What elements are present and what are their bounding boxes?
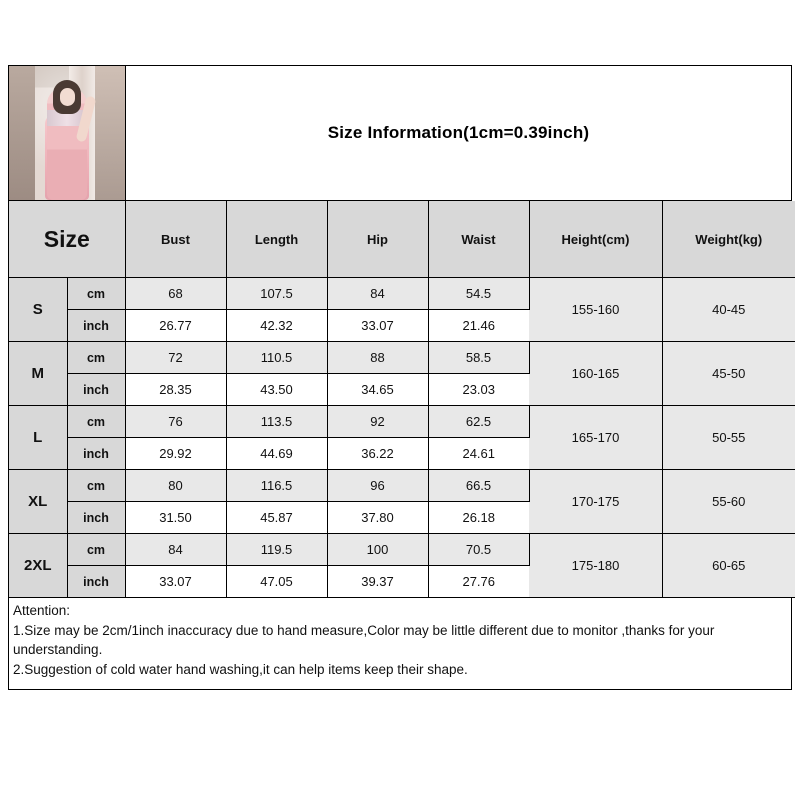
row-size-label: L xyxy=(9,406,67,470)
col-header-bust: Bust xyxy=(125,201,226,278)
cell-bust-cm: 76 xyxy=(125,406,226,438)
cell-length-inch: 47.05 xyxy=(226,566,327,598)
cell-hip-cm: 84 xyxy=(327,278,428,310)
chart-title: Size Information(1cm=0.39inch) xyxy=(327,123,590,142)
cell-waist-inch: 24.61 xyxy=(428,438,529,470)
size-chart xyxy=(8,65,792,690)
product-photo xyxy=(9,66,126,201)
cell-hip-cm: 88 xyxy=(327,342,428,374)
cell-hip-inch: 37.80 xyxy=(327,502,428,534)
cell-height: 155-160 xyxy=(529,278,662,342)
table-row xyxy=(9,470,795,502)
cell-length-inch: 43.50 xyxy=(226,374,327,406)
attention-section xyxy=(9,598,791,689)
cell-hip-inch: 36.22 xyxy=(327,438,428,470)
cell-hip-inch: 34.65 xyxy=(327,374,428,406)
row-size-label: M xyxy=(9,342,67,406)
cell-waist-cm: 54.5 xyxy=(428,278,529,310)
cell-bust-cm: 80 xyxy=(125,470,226,502)
attention-heading: Attention: xyxy=(13,603,71,618)
cell-bust-cm: 72 xyxy=(125,342,226,374)
cell-hip-cm: 100 xyxy=(327,534,428,566)
cell-length-inch: 44.69 xyxy=(226,438,327,470)
row-unit-cm: cm xyxy=(67,342,125,374)
row-unit-inch: inch xyxy=(67,310,125,342)
cell-bust-inch: 33.07 xyxy=(125,566,226,598)
cell-waist-cm: 70.5 xyxy=(428,534,529,566)
table-head xyxy=(9,201,795,278)
col-header-weight: Weight(kg) xyxy=(662,201,795,278)
row-unit-inch: inch xyxy=(67,502,125,534)
cell-hip-cm: 92 xyxy=(327,406,428,438)
table-row xyxy=(9,342,795,374)
cell-hip-cm: 96 xyxy=(327,470,428,502)
cell-length-cm: 113.5 xyxy=(226,406,327,438)
cell-waist-inch: 23.03 xyxy=(428,374,529,406)
row-unit-inch: inch xyxy=(67,438,125,470)
row-unit-cm: cm xyxy=(67,470,125,502)
col-header-waist: Waist xyxy=(428,201,529,278)
cell-length-cm: 110.5 xyxy=(226,342,327,374)
title-cell xyxy=(126,66,791,201)
cell-height: 160-165 xyxy=(529,342,662,406)
row-unit-inch: inch xyxy=(67,566,125,598)
cell-waist-inch: 27.76 xyxy=(428,566,529,598)
cell-length-cm: 116.5 xyxy=(226,470,327,502)
row-unit-inch: inch xyxy=(67,374,125,406)
cell-weight: 45-50 xyxy=(662,342,795,406)
cell-hip-inch: 33.07 xyxy=(327,310,428,342)
cell-weight: 50-55 xyxy=(662,406,795,470)
measurements-table xyxy=(9,201,795,598)
cell-waist-cm: 62.5 xyxy=(428,406,529,438)
cell-weight: 55-60 xyxy=(662,470,795,534)
cell-height: 175-180 xyxy=(529,534,662,598)
cell-bust-cm: 84 xyxy=(125,534,226,566)
table-row xyxy=(9,534,795,566)
header-row xyxy=(9,201,795,278)
row-size-label: 2XL xyxy=(9,534,67,598)
attention-line-1: 1.Size may be 2cm/1inch inaccuracy due to hand measure,Color may be little different due to monitor ,thanks for your understanding. xyxy=(13,622,719,658)
attention-line-2: 2.Suggestion of cold water hand washing,it can help items keep their shape. xyxy=(13,661,468,677)
cell-bust-inch: 29.92 xyxy=(125,438,226,470)
cell-length-inch: 45.87 xyxy=(226,502,327,534)
row-size-label: XL xyxy=(9,470,67,534)
row-unit-cm: cm xyxy=(67,534,125,566)
cell-weight: 40-45 xyxy=(662,278,795,342)
cell-waist-cm: 66.5 xyxy=(428,470,529,502)
cell-hip-inch: 39.37 xyxy=(327,566,428,598)
table-row xyxy=(9,406,795,438)
cell-height: 170-175 xyxy=(529,470,662,534)
cell-bust-cm: 68 xyxy=(125,278,226,310)
chart-header xyxy=(9,66,791,201)
cell-bust-inch: 28.35 xyxy=(125,374,226,406)
table-row xyxy=(9,278,795,310)
cell-waist-cm: 58.5 xyxy=(428,342,529,374)
col-header-hip: Hip xyxy=(327,201,428,278)
cell-length-cm: 107.5 xyxy=(226,278,327,310)
table-body xyxy=(9,278,795,598)
cell-length-cm: 119.5 xyxy=(226,534,327,566)
col-header-length: Length xyxy=(226,201,327,278)
cell-waist-inch: 26.18 xyxy=(428,502,529,534)
cell-bust-inch: 26.77 xyxy=(125,310,226,342)
cell-weight: 60-65 xyxy=(662,534,795,598)
row-size-label: S xyxy=(9,278,67,342)
cell-length-inch: 42.32 xyxy=(226,310,327,342)
model-photo-image xyxy=(9,66,125,200)
cell-bust-inch: 31.50 xyxy=(125,502,226,534)
cell-height: 165-170 xyxy=(529,406,662,470)
row-unit-cm: cm xyxy=(67,406,125,438)
cell-waist-inch: 21.46 xyxy=(428,310,529,342)
col-header-size: Size xyxy=(9,201,125,278)
row-unit-cm: cm xyxy=(67,278,125,310)
col-header-height: Height(cm) xyxy=(529,201,662,278)
